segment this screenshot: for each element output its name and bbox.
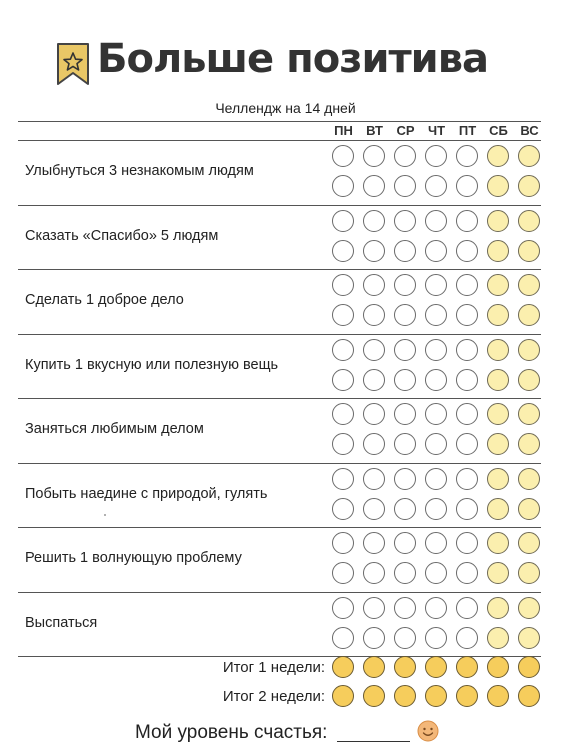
checkbox-week2-tue[interactable]: [363, 369, 385, 391]
checkbox-week2-thu[interactable]: [425, 433, 447, 455]
checkbox-week1-thu[interactable]: [425, 145, 447, 167]
checkbox-week2-tue[interactable]: [363, 175, 385, 197]
checkbox-week1-sun[interactable]: [518, 274, 540, 296]
checkbox-week1-tue[interactable]: [363, 339, 385, 361]
checkbox-week1-tue[interactable]: [363, 532, 385, 554]
checkbox-week1-fri[interactable]: [456, 274, 478, 296]
checkbox-week1-mon[interactable]: [332, 145, 354, 167]
checkbox-week1-fri[interactable]: [456, 145, 478, 167]
smiley-face-icon: [417, 720, 439, 742]
checkbox-week2-mon[interactable]: [332, 433, 354, 455]
checkbox-week2-thu[interactable]: [425, 369, 447, 391]
total-week2-sun[interactable]: [518, 685, 540, 707]
checkbox-week2-fri[interactable]: [456, 369, 478, 391]
task-label: Улыбнуться 3 незнакомым людям: [25, 163, 254, 179]
checkbox-week2-tue[interactable]: [363, 498, 385, 520]
row-divider: [18, 334, 541, 335]
checkbox-week2-wed[interactable]: [394, 369, 416, 391]
checkbox-week1-thu[interactable]: [425, 532, 447, 554]
task-label: Выспаться: [25, 614, 98, 631]
checkbox-week2-mon[interactable]: [332, 498, 354, 520]
checkbox-week2-thu[interactable]: [425, 627, 447, 649]
checkbox-week2-wed[interactable]: [394, 240, 416, 262]
checkbox-week2-wed[interactable]: [394, 627, 416, 649]
checkbox-week2-tue[interactable]: [363, 562, 385, 584]
checkbox-week1-sat[interactable]: [487, 145, 509, 167]
checkbox-week1-tue[interactable]: [363, 274, 385, 296]
checkbox-week2-fri[interactable]: [456, 627, 478, 649]
checkbox-week2-fri[interactable]: [456, 304, 478, 326]
checkbox-week2-thu[interactable]: [425, 240, 447, 262]
checkbox-week1-thu[interactable]: [425, 468, 447, 490]
checkbox-week1-sat[interactable]: [487, 274, 509, 296]
checkbox-week2-sun[interactable]: [518, 627, 540, 649]
checkbox-week1-wed[interactable]: [394, 468, 416, 490]
task-label: Решить 1 волнующую проблему: [25, 550, 242, 566]
checkbox-week2-sun[interactable]: [518, 562, 540, 584]
checkbox-week2-tue[interactable]: [363, 627, 385, 649]
checkbox-week2-sat[interactable]: [487, 562, 509, 584]
total-week1-thu[interactable]: [425, 656, 447, 678]
checkbox-week1-sun[interactable]: [518, 210, 540, 232]
checkbox-week1-mon[interactable]: [332, 210, 354, 232]
checkbox-week2-sun[interactable]: [518, 240, 540, 262]
row-divider: [18, 463, 541, 464]
checkbox-week2-thu[interactable]: [425, 562, 447, 584]
checkbox-week2-fri[interactable]: [456, 240, 478, 262]
happiness-input-line[interactable]: [337, 741, 410, 742]
task-label: Купить 1 вкусную или полезную вещь: [25, 356, 279, 373]
checkbox-week2-fri[interactable]: [456, 433, 478, 455]
checkbox-week1-wed[interactable]: [394, 597, 416, 619]
checkbox-week2-tue[interactable]: [363, 240, 385, 262]
checkbox-week2-sun[interactable]: [518, 304, 540, 326]
page-subtitle: Челлендж на 14 дней: [215, 100, 356, 116]
checkbox-week2-thu[interactable]: [425, 304, 447, 326]
checkbox-week1-wed[interactable]: [394, 274, 416, 296]
checkbox-week1-tue[interactable]: [363, 403, 385, 425]
checkbox-week2-fri[interactable]: [456, 175, 478, 197]
total-week2-tue[interactable]: [363, 685, 385, 707]
checkbox-week2-sat[interactable]: [487, 175, 509, 197]
checkbox-week1-sun[interactable]: [518, 468, 540, 490]
checkbox-week1-mon[interactable]: [332, 532, 354, 554]
checkbox-week2-wed[interactable]: [394, 175, 416, 197]
total-week1-tue[interactable]: [363, 656, 385, 678]
day-label-sun: ВС: [520, 123, 539, 138]
checkbox-week1-sun[interactable]: [518, 145, 540, 167]
day-label-mon: ПН: [334, 123, 353, 138]
row-divider: [18, 592, 541, 593]
checkbox-week1-tue[interactable]: [363, 597, 385, 619]
checkbox-week1-sun[interactable]: [518, 339, 540, 361]
row-divider: [18, 205, 541, 206]
checkbox-week1-mon[interactable]: [332, 597, 354, 619]
row-divider: [18, 398, 541, 399]
checkbox-week1-wed[interactable]: [394, 145, 416, 167]
checkbox-week2-mon[interactable]: [332, 304, 354, 326]
day-label-wed: СР: [396, 123, 415, 138]
checkbox-week1-mon[interactable]: [332, 274, 354, 296]
weekday-header: [0, 123, 571, 139]
checkbox-week1-sat[interactable]: [487, 210, 509, 232]
day-label-fri: ПТ: [458, 123, 477, 138]
checkbox-week2-wed[interactable]: [394, 498, 416, 520]
checkbox-week1-thu[interactable]: [425, 403, 447, 425]
total-week1-sat[interactable]: [487, 656, 509, 678]
checkbox-week2-mon[interactable]: [332, 175, 354, 197]
checkbox-week2-thu[interactable]: [425, 498, 447, 520]
total-week1-sun[interactable]: [518, 656, 540, 678]
checkbox-week2-sat[interactable]: [487, 369, 509, 391]
checkbox-week1-fri[interactable]: [456, 339, 478, 361]
checkbox-week1-sat[interactable]: [487, 468, 509, 490]
day-label-thu: ЧТ: [427, 123, 446, 138]
checkbox-week1-fri[interactable]: [456, 468, 478, 490]
checkbox-week1-sat[interactable]: [487, 597, 509, 619]
checkbox-week1-fri[interactable]: [456, 597, 478, 619]
checkbox-week1-fri[interactable]: [456, 403, 478, 425]
happiness-label: Мой уровень счастья:: [135, 722, 328, 743]
checkbox-week1-tue[interactable]: [363, 468, 385, 490]
checkbox-week1-tue[interactable]: [363, 210, 385, 232]
checkbox-week2-sun[interactable]: [518, 498, 540, 520]
checkbox-week1-sat[interactable]: [487, 403, 509, 425]
day-label-tue: ВТ: [366, 123, 383, 138]
checkbox-week2-sat[interactable]: [487, 498, 509, 520]
checkbox-week1-tue[interactable]: [363, 145, 385, 167]
week-2-total-label: Итог 2 недели:: [222, 688, 325, 705]
checkbox-week1-sun[interactable]: [518, 597, 540, 619]
row-divider: [18, 269, 541, 270]
checkbox-week2-tue[interactable]: [363, 433, 385, 455]
checkbox-week2-sat[interactable]: [487, 627, 509, 649]
checkbox-week1-wed[interactable]: [394, 403, 416, 425]
checkbox-week1-wed[interactable]: [394, 339, 416, 361]
checkbox-week1-sat[interactable]: [487, 532, 509, 554]
checkbox-week2-wed[interactable]: [394, 433, 416, 455]
checkbox-week2-mon[interactable]: [332, 627, 354, 649]
stray-dot: [104, 514, 106, 516]
checkbox-week2-fri[interactable]: [456, 498, 478, 520]
checkbox-week1-fri[interactable]: [456, 532, 478, 554]
checkbox-week2-mon[interactable]: [332, 369, 354, 391]
checkbox-week2-tue[interactable]: [363, 304, 385, 326]
total-week2-mon[interactable]: [332, 685, 354, 707]
task-label: Побыть наедине с природой, гулять: [25, 485, 268, 502]
total-week2-wed[interactable]: [394, 685, 416, 707]
total-week2-fri[interactable]: [456, 685, 478, 707]
checkbox-week2-sun[interactable]: [518, 433, 540, 455]
checkbox-week2-fri[interactable]: [456, 562, 478, 584]
total-week2-sat[interactable]: [487, 685, 509, 707]
total-week1-fri[interactable]: [456, 656, 478, 678]
checkbox-week1-thu[interactable]: [425, 210, 447, 232]
checkbox-week2-sat[interactable]: [487, 304, 509, 326]
page-title: Больше позитива: [97, 36, 488, 82]
checkbox-week1-fri[interactable]: [456, 210, 478, 232]
total-week1-mon[interactable]: [332, 656, 354, 678]
checkbox-week1-mon[interactable]: [332, 339, 354, 361]
total-week2-thu[interactable]: [425, 685, 447, 707]
checkbox-week2-mon[interactable]: [332, 240, 354, 262]
checkbox-week2-sun[interactable]: [518, 369, 540, 391]
checkbox-week2-wed[interactable]: [394, 562, 416, 584]
checkbox-week2-sat[interactable]: [487, 240, 509, 262]
checkbox-week1-mon[interactable]: [332, 468, 354, 490]
header-divider: [18, 121, 541, 122]
checkbox-week1-sun[interactable]: [518, 532, 540, 554]
total-week1-wed[interactable]: [394, 656, 416, 678]
checkbox-week1-wed[interactable]: [394, 532, 416, 554]
day-label-sat: СБ: [489, 123, 508, 138]
checkbox-week2-thu[interactable]: [425, 175, 447, 197]
checkbox-week1-sun[interactable]: [518, 403, 540, 425]
checkbox-week1-thu[interactable]: [425, 339, 447, 361]
row-divider: [18, 527, 541, 528]
checkbox-week2-mon[interactable]: [332, 562, 354, 584]
checkbox-week2-wed[interactable]: [394, 304, 416, 326]
checkbox-week1-mon[interactable]: [332, 403, 354, 425]
week-1-total-label: Итог 1 недели:: [222, 659, 325, 676]
task-label: Сделать 1 доброе дело: [25, 292, 184, 308]
task-label: Сказать «Спасибо» 5 людям: [25, 227, 219, 244]
checkbox-week2-sun[interactable]: [518, 175, 540, 197]
bookmark-star-icon: [56, 42, 90, 86]
checkbox-week1-thu[interactable]: [425, 597, 447, 619]
task-label: Заняться любимым делом: [25, 421, 204, 437]
checkbox-week1-sat[interactable]: [487, 339, 509, 361]
checkbox-week1-thu[interactable]: [425, 274, 447, 296]
checkbox-week2-sat[interactable]: [487, 433, 509, 455]
days-divider: [18, 140, 541, 141]
checkbox-week1-wed[interactable]: [394, 210, 416, 232]
